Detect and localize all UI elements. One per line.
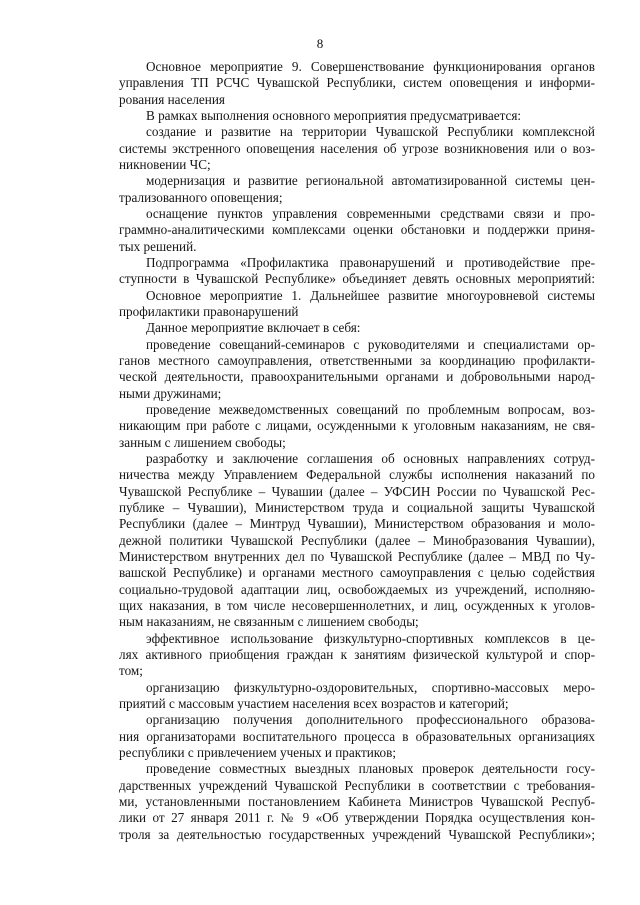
text-line: оснащение пунктов управления современными средствами связи и про- — [146, 206, 595, 221]
text-line: дарственных учреждений Чувашской Республики в соответствии с требования- — [119, 777, 595, 793]
text-line: ганов местного самоуправления, ответственными за координацию профилакти- — [119, 352, 595, 368]
text-line: республики с привлечением ученых и практиков; — [119, 744, 397, 760]
text-line: системы экстренного оповещения населения об угрозе возникновения или о воз- — [119, 140, 595, 156]
text-line: рования населения — [119, 91, 225, 107]
text-line: профилактики правонарушений — [119, 303, 299, 319]
text-line: вашской Республике) и органами местного самоуправления с целью содействия — [119, 565, 595, 581]
text-line: социально-трудовой адаптации лиц, освобождаемых из учреждений, исполняю- — [119, 581, 595, 597]
text-line: ческой деятельности, правоохранительными органами и добровольными народ- — [119, 369, 595, 385]
text-line: никновении ЧС; — [119, 157, 211, 172]
text-line: приятий с массовым участием населения всех возрастов и категорий; — [119, 695, 509, 711]
text-line: ными дружинами; — [119, 385, 222, 401]
text-line: Республики (далее – Минтруд Чувашии), Министерством образования и моло- — [119, 516, 595, 532]
text-line: организацию физкультурно-оздоровительных, спортивно-массовых меро- — [146, 679, 595, 695]
page-number: 8 — [316, 36, 324, 51]
text-line: ступности в Чувашской Республике» объединяет девять основных мероприятий: — [119, 271, 595, 287]
text-line: щих наказания, в том числе несовершеннолетних, и лиц, осужденных к уголов- — [119, 597, 595, 613]
text-line: Подпрограмма «Профилактика правонарушений и противодействие пре- — [146, 255, 595, 270]
text-line: тых решений. — [119, 238, 197, 254]
text-line: том; — [119, 663, 143, 679]
text-line: дежной политики Чувашской Республики (далее – Минобразования Чувашии), — [119, 532, 595, 548]
text-line: проведение совместных выездных плановых проверок деятельности госу- — [146, 761, 595, 777]
text-line: граммно-аналитическими комплексами оценки обстановки и поддержки приня- — [119, 222, 595, 238]
text-line: ничества между Управлением Федеральной службы исполнения наказаний по — [119, 467, 595, 483]
text-line: проведение совещаний-семинаров с руководителями и специалистами ор- — [146, 336, 595, 352]
text-line: Чувашской Республике – Чувашии (далее – УФСИН России по Чувашской Рес- — [119, 483, 595, 499]
text-line: троля за деятельностью государственных учреждений Чувашской Республики»; — [119, 826, 595, 842]
text-line: создание и развитие на территории Чувашской Республики комплексной — [146, 124, 595, 140]
text-line: лях активного приобщения граждан к занятиям физической культурой и спор- — [119, 646, 595, 662]
text-line: Основное мероприятие 1. Дальнейшее развитие многоуровневой системы — [146, 287, 595, 303]
text-line: лики от 27 января 2011 г. № 9 «Об утверждении Порядка осуществления кон- — [119, 810, 595, 826]
text-line: организацию получения дополнительного профессионального образова- — [146, 712, 595, 728]
text-line: трализованного оповещения; — [119, 189, 283, 205]
text-line: В рамках выполнения основного мероприятия предусматривается: — [146, 108, 522, 123]
text-line: управления ТП РСЧС Чувашской Республики, систем оповещения и информи- — [119, 75, 595, 91]
text-line: занным с лишением свободы; — [119, 434, 286, 450]
text-line: Данное мероприятие включает в себя: — [146, 320, 361, 336]
text-line: ным наказаниям, не связанным с лишением свободы; — [119, 614, 419, 630]
text-line: никающим при работе с лицами, осужденными к уголовным наказаниям, не свя- — [119, 418, 595, 434]
text-line: проведение межведомственных совещаний по проблемным вопросам, воз- — [146, 401, 595, 417]
text-line: эффективное использование физкультурно-спортивных комплексов в це- — [146, 630, 595, 646]
text-line: ми, установленными постановлением Кабинета Министров Чувашской Респуб- — [119, 793, 595, 809]
text-line: Основное мероприятие 9. Совершенствование функционирования органов — [146, 59, 595, 74]
text-line: публике – Чувашии), Министерством труда и социальной защиты Чувашской — [119, 499, 595, 515]
text-line: Министерством внутренних дел по Чувашской Республике (далее – МВД по Чу- — [119, 548, 595, 564]
text-line: ния организаторами воспитательного процесса в образовательных организациях — [119, 728, 595, 744]
text-line: разработку и заключение соглашения об основных направлениях сотруд- — [146, 450, 595, 466]
text-line: модернизация и развитие региональной автоматизированной системы цен- — [146, 173, 595, 189]
